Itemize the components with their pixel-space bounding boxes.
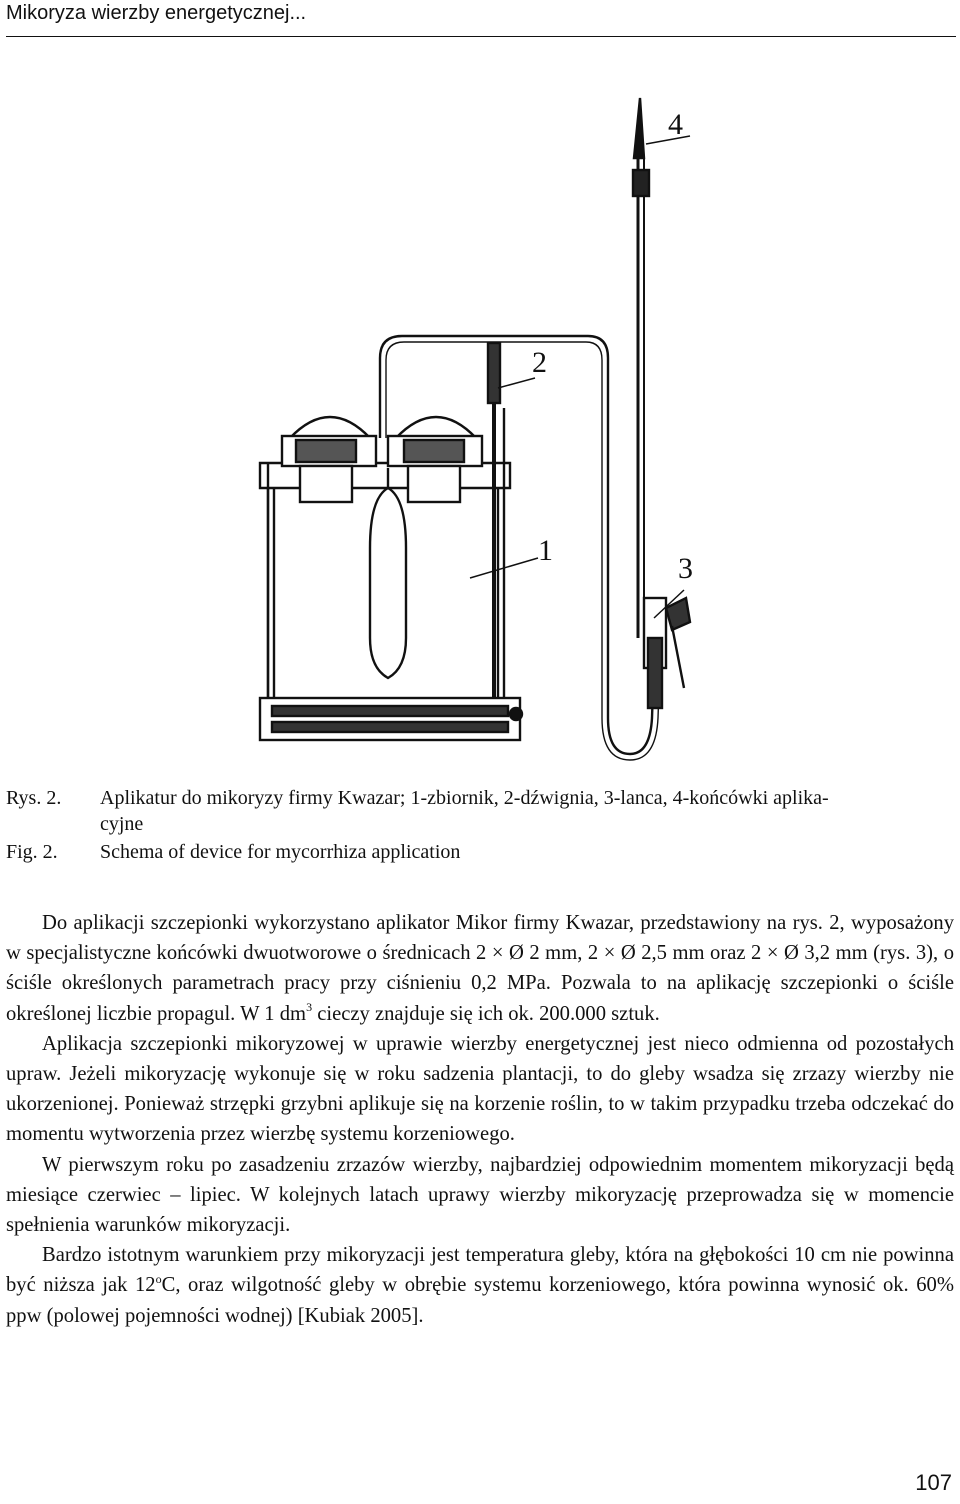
callout-4: 4: [668, 108, 683, 141]
callout-1: 1: [538, 534, 553, 567]
caption-pl-line2: cyjne: [100, 813, 144, 835]
callout-3: 3: [678, 552, 693, 585]
paragraph-1: Do aplikacji szczepionki wykorzystano aplikator Mikor firmy Kwazar, przedstawiony na rys. 2, wyposażony w specjalistyczne końcówki dwuotworowe o średnicach 2 × Ø 2 mm, 2 × Ø 2,5 mm oraz 2 × Ø 3,2 mm (rys. 3), o ściśle określonych parametrach pracy przy ciśnieniu 0,2 MPa. Pozwala to na aplikację szczepionki o ściśle określonej liczbie propagul. W 1 $dm^3$ cieczy znajduje się ich ok. 200.000 sztuk.: [6, 912, 954, 1025]
paragraph-4: Bardzo istotnym warunkiem przy mikoryzacji jest temperatura gleby, która na głębokości 10 cm nie powinna być niższa jak 12$^o$C, oraz wilgotność gleby w obrębie systemu korzeniowego, która powinna wynosić ok. 60% ppw (polowej pojemności wodnej) [Kubiak 2005].: [6, 1244, 954, 1327]
header-divider: [6, 36, 956, 37]
caption-en-text: Schema of device for mycorrhiza application: [100, 841, 461, 863]
page-number: 107: [915, 1470, 952, 1495]
sprayer-figure: [220, 78, 740, 768]
body-text: [6, 908, 954, 1331]
paragraph-3: W pierwszym roku po zasadzeniu zrzazów wierzby, najbardziej odpowiednim momentem mikoryzacji będą miesiące czerwiec – lipiec. W kolejnych latach uprawy wierzby mikoryzację przeprowadza się w momencie spełnienia warunków mikoryzacji.: [6, 1153, 954, 1237]
caption-en-label: Fig. 2.: [6, 841, 58, 863]
caption-pl-line1: Aplikatur do mikoryzy firmy Kwazar; 1-zbiornik, 2-dźwignia, 3-lanca, 4-końcówki aplika-: [100, 787, 829, 809]
caption-pl-label: Rys. 2.: [6, 787, 62, 809]
tank-base: [260, 698, 520, 740]
paragraph-2: Aplikacja szczepionki mikoryzowej w uprawie wierzby energetycznej jest nieco odmienna od pozostałych upraw. Jeżeli mikoryzację wykonuje się w roku sadzenia plantacji, to do gleby wsadza się zrzazy wierzby nie ukorzenionej. Ponieważ strzępki grzybni aplikuje się na korzenie roślin, to w takim przypadku trzeba odczekać do momentu wytworzenia przez wierzbę systemu korzeniowego.: [6, 1032, 954, 1146]
callout-2: 2: [532, 346, 547, 379]
running-header: Mikoryza wierzby energetycznej...: [6, 2, 307, 24]
pressure-cylinder: [370, 488, 406, 678]
lance: [634, 98, 644, 158]
